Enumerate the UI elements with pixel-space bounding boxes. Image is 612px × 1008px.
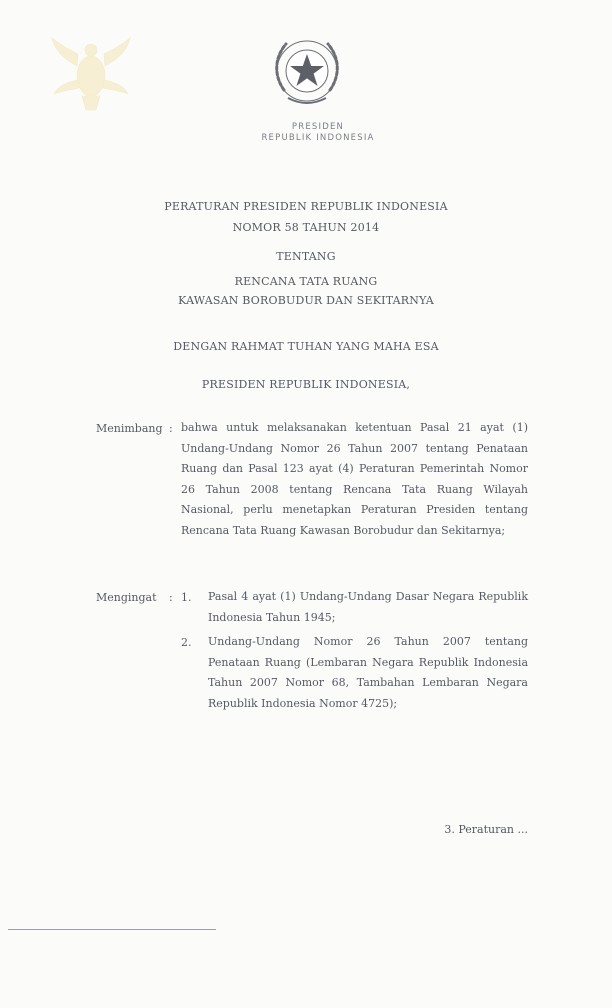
regulation-title: PERATURAN PRESIDEN REPUBLIK INDONESIA xyxy=(164,200,448,213)
menimbang-label: Menimbang xyxy=(96,422,163,435)
emblem-caption-line2: REPUBLIK INDONESIA xyxy=(261,133,375,143)
mengingat-item-text: Pasal 4 ayat (1) Undang-Undang Dasar Negara Republik Indonesia Tahun 1945; xyxy=(208,590,528,624)
regulation-subject-line2: KAWASAN BOROBUDUR DAN SEKITARNYA xyxy=(178,294,434,307)
regulation-subject-line1: RENCANA TATA RUANG xyxy=(234,275,378,288)
authority-line: PRESIDEN REPUBLIK INDONESIA, xyxy=(201,378,411,391)
garuda-watermark-icon xyxy=(48,36,134,112)
regulation-about: TENTANG xyxy=(276,250,336,263)
emblem-caption-line1: PRESIDEN xyxy=(291,122,345,132)
menimbang-colon: : xyxy=(169,422,173,435)
presidential-emblem-icon xyxy=(268,32,346,110)
menimbang-text: bahwa untuk melaksanakan ketentuan Pasal 21 ayat (1) Undang-Undang Nomor 26 Tahun 2007 tentang Penataan Ruang dan Pasal 123 ayat (4) Peraturan Pemerintah Nomor 26 Tahun 2008 tentang Rencana Tata Ruang Wilayah Nasional, perlu menetapkan Peraturan Presiden tentang Rencana Tata Ruang Kawasan Borobudur dan Sekitarnya; xyxy=(181,421,528,537)
mengingat-item-number: 1. xyxy=(181,591,192,604)
footer-rule xyxy=(8,929,216,930)
mengingat-item-number: 2. xyxy=(181,636,192,649)
mengingat-colon: : xyxy=(169,591,173,604)
mengingat-item-text: Undang-Undang Nomor 26 Tahun 2007 tentang Penataan Ruang (Lembaran Negara Republik Indonesia Tahun 2007 Nomor 68, Tambahan Lembaran Negara Republik Indonesia Nomor 4725); xyxy=(208,635,528,710)
mengingat-label: Mengingat xyxy=(96,591,157,604)
invocation: DENGAN RAHMAT TUHAN YANG MAHA ESA xyxy=(173,340,439,353)
page-catchword: 3. Peraturan ... xyxy=(444,823,528,836)
regulation-number: NOMOR 58 TAHUN 2014 xyxy=(232,221,380,234)
